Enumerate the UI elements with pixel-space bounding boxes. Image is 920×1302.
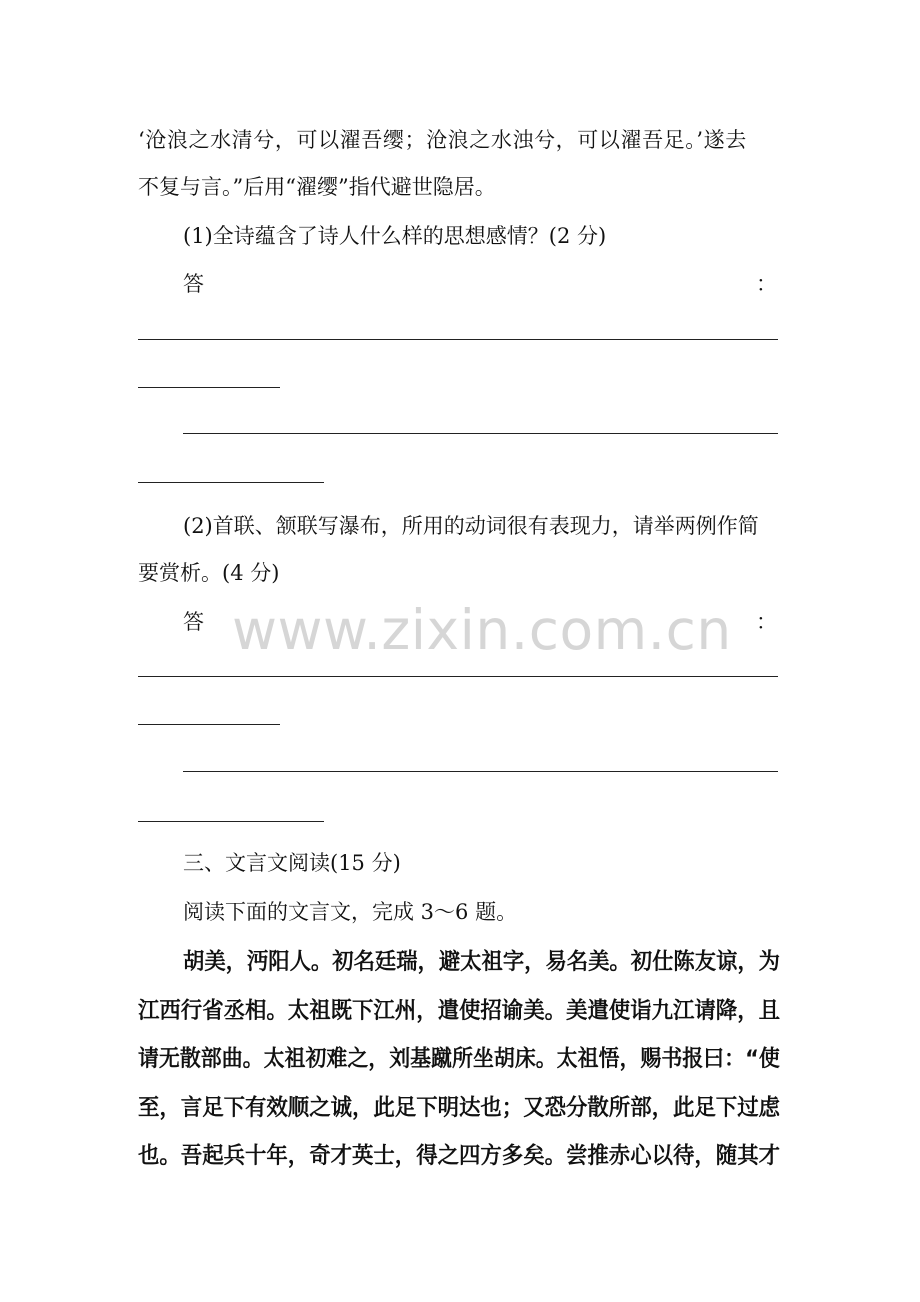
answer-line[interactable] [138,482,324,483]
watermark: www.zixin.com.cn [232,598,732,662]
section-heading: 三、文言文阅读(15 分) [183,851,401,875]
answer-label-2: 答 [183,610,204,634]
answer-label-1: 答 [183,272,204,296]
passage-line: 至，言足下有效顺之诚，此足下明达也；又恐分散所部，此足下过虑 [138,1095,781,1121]
answer-colon-1: ： [756,272,777,296]
question-2-line-2: 要赏析。(4 分) [138,561,280,585]
answer-line[interactable] [183,771,778,772]
quote-line-2: 不复与言。”后用“濯缨”指代避世隐居。 [138,175,496,199]
passage-line: 请无散部曲。太祖初难之，刘基蹴所坐胡床。太祖悟，赐书报曰：“使 [138,1046,780,1072]
question-2-line-1: (2)首联、颔联写瀑布，所用的动词很有表现力，请举两例作简 [183,514,759,538]
quote-line-1: ‘沧浪之水清兮，可以濯吾缨；沧浪之水浊兮，可以濯吾足。’遂去 [138,128,747,152]
answer-line[interactable] [138,339,778,340]
answer-line[interactable] [183,433,778,434]
answer-line[interactable] [138,821,324,822]
passage-line: 江西行省丞相。太祖既下江州，遣使招谕美。美遣使诣九江请降，且 [138,998,781,1024]
answer-line[interactable] [138,724,280,725]
answer-line[interactable] [138,387,280,388]
question-1-text: (1)全诗蕴含了诗人什么样的思想感情？(2 分) [183,224,607,248]
answer-line[interactable] [138,676,778,677]
answer-colon-2: ： [756,610,777,634]
passage-line: 也。吾起兵十年，奇才英士，得之四方多矣。尝推赤心以待，随其才 [138,1143,781,1169]
section-instruction: 阅读下面的文言文，完成 3～6 题。 [183,900,518,924]
passage-line: 胡美，沔阳人。初名廷瑞，避太祖字，易名美。初仕陈友谅，为 [183,949,781,975]
